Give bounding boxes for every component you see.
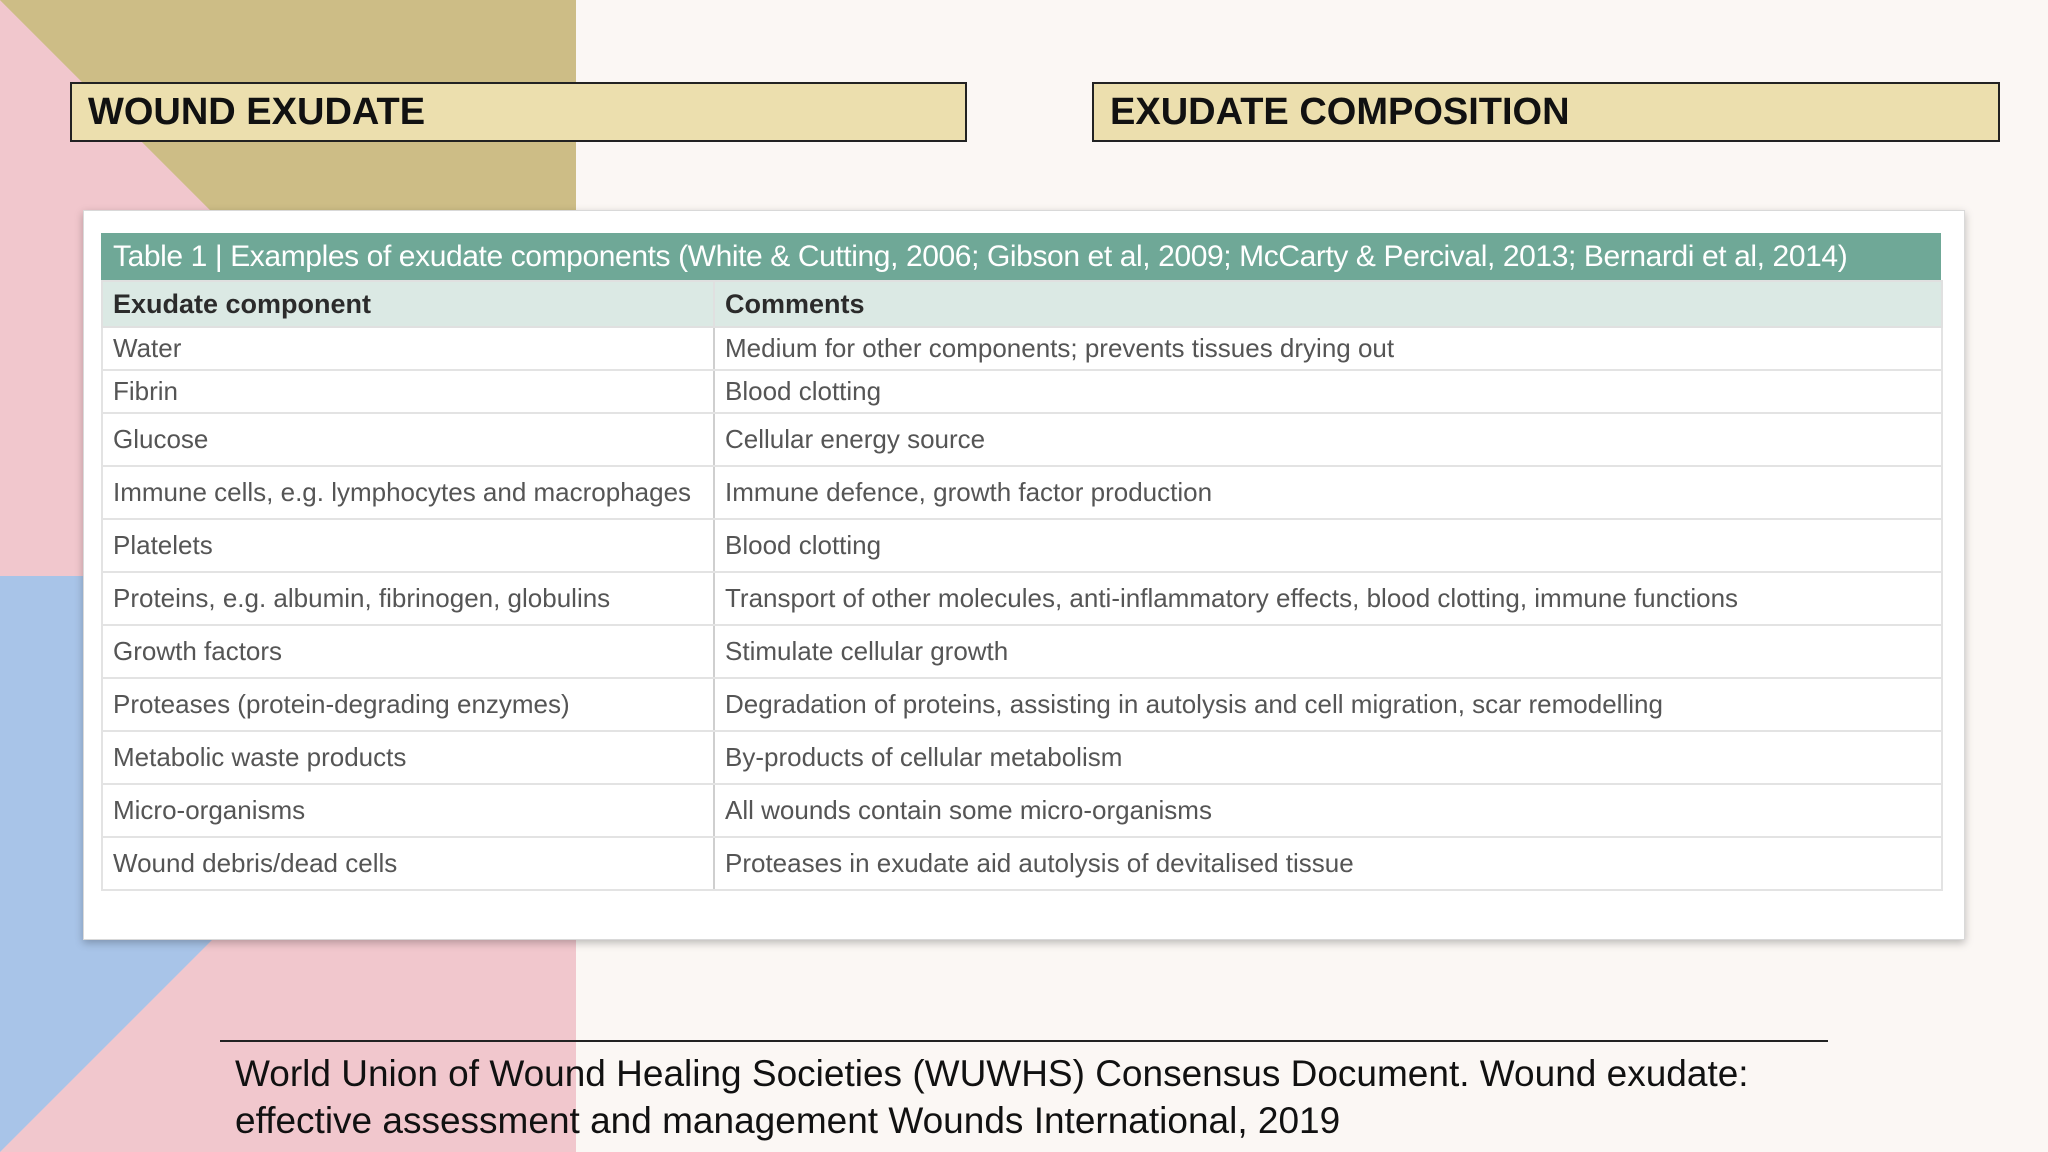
table-cell-comment: Blood clotting xyxy=(714,370,1942,413)
slide-title-left xyxy=(70,82,967,142)
reference-line-1: World Union of Wound Healing Societies (WUWHS) Consensus Document. Wound exudate: xyxy=(235,1053,1749,1094)
reference-line-2: effective assessment and management Wounds International, 2019 xyxy=(235,1100,1341,1141)
table-cell-component: Immune cells, e.g. lymphocytes and macrophages xyxy=(102,466,714,519)
table-cell-comment: Immune defence, growth factor production xyxy=(714,466,1942,519)
table-row xyxy=(102,370,1942,413)
table-row xyxy=(102,413,1942,466)
table-cell-comment: Degradation of proteins, assisting in autolysis and cell migration, scar remodelling xyxy=(714,678,1942,731)
table-cell-component: Platelets xyxy=(102,519,714,572)
table-header-comments: Comments xyxy=(714,281,1942,327)
table-row xyxy=(102,625,1942,678)
exudate-table-inner xyxy=(101,233,1941,891)
table-caption: Table 1 | Examples of exudate components (White & Cutting, 2006; Gibson et al, 2009; McCarty & Percival, 2013; Bernardi et al, 2014) xyxy=(101,233,1941,280)
table-cell-component: Water xyxy=(102,327,714,370)
table-cell-comment: Stimulate cellular growth xyxy=(714,625,1942,678)
exudate-table-card xyxy=(83,210,1965,940)
reference-divider xyxy=(220,1040,1828,1042)
table-row xyxy=(102,837,1942,890)
table-row xyxy=(102,327,1942,370)
table-cell-comment: Cellular energy source xyxy=(714,413,1942,466)
table-row xyxy=(102,519,1942,572)
table-cell-component: Metabolic waste products xyxy=(102,731,714,784)
table-cell-comment: Transport of other molecules, anti-inflammatory effects, blood clotting, immune functions xyxy=(714,572,1942,625)
table-cell-component: Glucose xyxy=(102,413,714,466)
slide-title-right-text: EXUDATE COMPOSITION xyxy=(1110,90,1570,133)
slide-title-left-text: WOUND EXUDATE xyxy=(88,90,426,133)
table-cell-component: Proteins, e.g. albumin, fibrinogen, globulins xyxy=(102,572,714,625)
table-row xyxy=(102,678,1942,731)
table-cell-comment: Proteases in exudate aid autolysis of devitalised tissue xyxy=(714,837,1942,890)
table-cell-component: Proteases (protein-degrading enzymes) xyxy=(102,678,714,731)
table-cell-comment: Blood clotting xyxy=(714,519,1942,572)
table-cell-component: Micro-organisms xyxy=(102,784,714,837)
table-cell-comment: By-products of cellular metabolism xyxy=(714,731,1942,784)
reference-citation xyxy=(235,1050,1835,1144)
table-cell-component: Wound debris/dead cells xyxy=(102,837,714,890)
table-cell-comment: All wounds contain some micro-organisms xyxy=(714,784,1942,837)
table-cell-component: Growth factors xyxy=(102,625,714,678)
table-row xyxy=(102,466,1942,519)
table-header-component: Exudate component xyxy=(102,281,714,327)
table-row xyxy=(102,572,1942,625)
table-row xyxy=(102,784,1942,837)
table-row xyxy=(102,731,1942,784)
slide-title-right xyxy=(1092,82,2000,142)
table-header-row xyxy=(102,281,1942,327)
exudate-components-table xyxy=(101,280,1943,891)
table-cell-component: Fibrin xyxy=(102,370,714,413)
table-cell-comment: Medium for other components; prevents tissues drying out xyxy=(714,327,1942,370)
